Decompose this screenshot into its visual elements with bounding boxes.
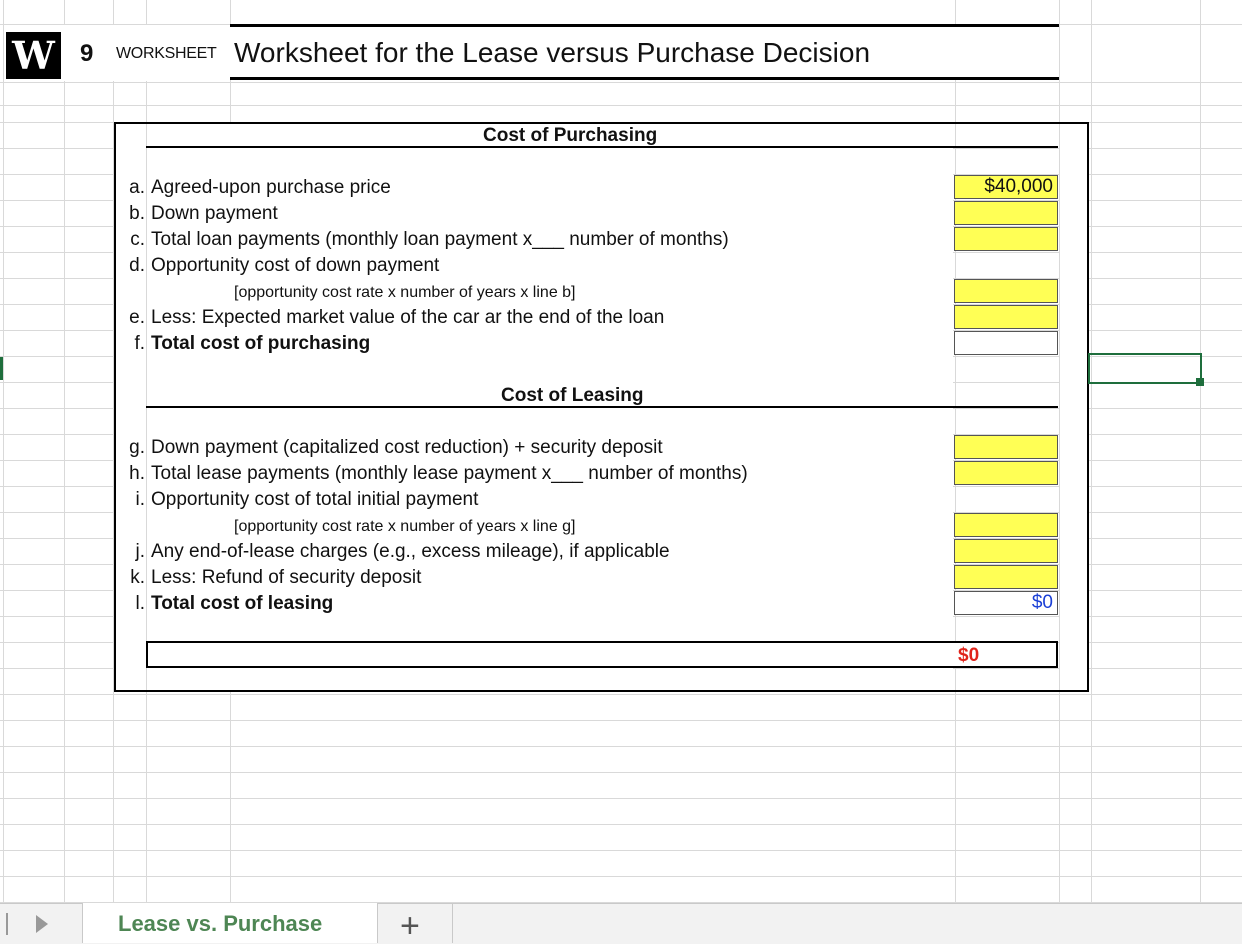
row-letter-j: j. bbox=[135, 541, 145, 562]
comparison-value[interactable]: $0 bbox=[958, 645, 980, 666]
row-letter-g: g. bbox=[129, 437, 145, 458]
total-cost-purchasing-cell[interactable] bbox=[954, 331, 1058, 355]
row-letter-b: b. bbox=[129, 203, 145, 224]
row-letter-i: i. bbox=[135, 489, 145, 510]
w-logo: W bbox=[6, 32, 61, 79]
comparison-row[interactable] bbox=[146, 641, 1058, 668]
total-loan-payments-cell[interactable] bbox=[954, 227, 1058, 251]
purchasing-heading: Cost of Purchasing bbox=[483, 125, 658, 146]
lease-down-payment-cell[interactable] bbox=[954, 435, 1058, 459]
worksheet-label: WORKSHEET bbox=[116, 45, 217, 62]
row-text-j: Any end-of-lease charges (e.g., excess mileage), if applicable bbox=[151, 541, 670, 562]
row-selection-marker bbox=[0, 357, 3, 380]
row-subtext-d: [opportunity cost rate x number of years x line b] bbox=[234, 284, 576, 301]
fill-handle[interactable] bbox=[1196, 378, 1204, 386]
scroll-first-sheet-icon[interactable] bbox=[6, 913, 8, 935]
row-letter-a: a. bbox=[129, 177, 145, 198]
row-text-e: Less: Expected market value of the car ar the end of the loan bbox=[151, 307, 665, 328]
down-payment-cell[interactable] bbox=[954, 201, 1058, 225]
leasing-heading: Cost of Leasing bbox=[501, 385, 644, 406]
page-title: Worksheet for the Lease versus Purchase Decision bbox=[234, 37, 871, 68]
expected-market-value-cell[interactable] bbox=[954, 305, 1058, 329]
row-text-d: Opportunity cost of down payment bbox=[151, 255, 440, 276]
scroll-next-sheet-icon[interactable] bbox=[36, 915, 48, 933]
total-cost-leasing-cell[interactable]: $0 bbox=[954, 591, 1058, 615]
row-text-l: Total cost of leasing bbox=[151, 593, 334, 614]
row-letter-d: d. bbox=[129, 255, 145, 276]
title-bottom-rule bbox=[230, 77, 1059, 80]
row-text-i: Opportunity cost of total initial payment bbox=[151, 489, 479, 510]
security-deposit-refund-cell[interactable] bbox=[954, 565, 1058, 589]
end-of-lease-charges-cell[interactable] bbox=[954, 539, 1058, 563]
selected-cell[interactable] bbox=[1088, 353, 1202, 384]
total-lease-payments-cell[interactable] bbox=[954, 461, 1058, 485]
opportunity-cost-initial-payment-cell[interactable] bbox=[954, 513, 1058, 537]
row-text-f: Total cost of purchasing bbox=[151, 333, 371, 354]
row-text-h: Total lease payments (monthly lease payment x___ number of months) bbox=[151, 463, 748, 484]
row-text-g: Down payment (capitalized cost reduction) + security deposit bbox=[151, 437, 663, 458]
row-text-b: Down payment bbox=[151, 203, 278, 224]
row-letter-k: k. bbox=[130, 567, 145, 588]
tab-separator bbox=[452, 903, 453, 943]
title-bar bbox=[230, 24, 1059, 80]
row-letter-e: e. bbox=[129, 307, 145, 328]
row-text-c: Total loan payments (monthly loan payment x___ number of months) bbox=[151, 229, 729, 250]
purchasing-heading-rule bbox=[146, 146, 1058, 148]
row-letter-f: f. bbox=[134, 333, 145, 354]
row-letter-l: l. bbox=[135, 593, 145, 614]
add-sheet-icon[interactable]: + bbox=[400, 907, 420, 945]
leasing-heading-rule bbox=[146, 406, 1058, 408]
row-text-a: Agreed-upon purchase price bbox=[151, 177, 391, 198]
chapter-number: 9 bbox=[80, 40, 94, 67]
opportunity-cost-down-payment-cell[interactable] bbox=[954, 279, 1058, 303]
row-letter-h: h. bbox=[129, 463, 145, 484]
title-top-rule bbox=[230, 24, 1059, 27]
row-subtext-i: [opportunity cost rate x number of years x line g] bbox=[234, 518, 576, 535]
purchase-price-cell[interactable]: $40,000 bbox=[954, 175, 1058, 199]
row-text-k: Less: Refund of security deposit bbox=[151, 567, 422, 588]
row-letter-c: c. bbox=[130, 229, 145, 250]
sheet-tab-label[interactable]: Lease vs. Purchase bbox=[118, 911, 323, 936]
